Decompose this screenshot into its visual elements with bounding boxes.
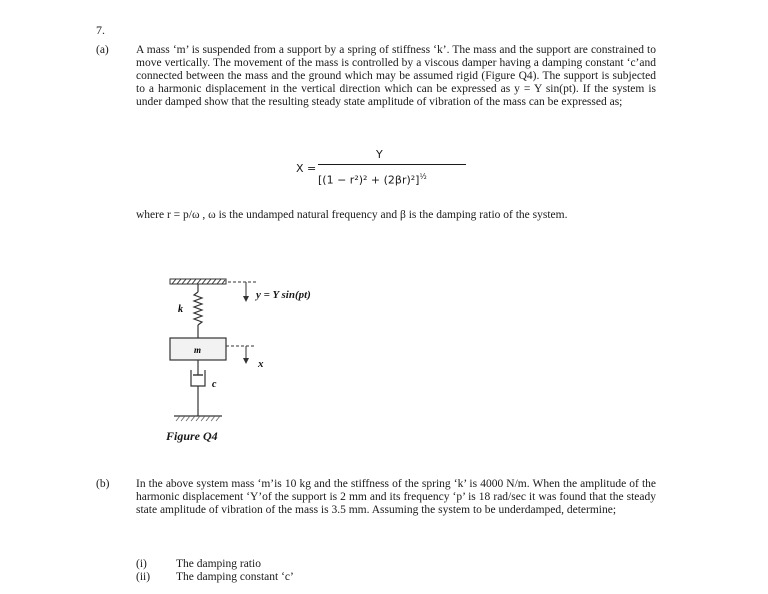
spring-label: k [178, 304, 183, 315]
mass-block [170, 338, 256, 360]
where-text: where r = p/ω , ω is the undamped natural frequency and β is the damping ratio of the system. [136, 209, 568, 221]
part-a-text: A mass ‘m’ is suspended from a support by a spring of stiffness ‘k’. The mass and the support are constrained to move vertically. The movement of the mass is controlled by a viscous damper having a damping constant ‘c’and connected between the mass and the ground which may be assumed rigid (Figure Q4). The support is subjected to a harmonic displacement in the vertical direction which can be expressed as y = Y sin(pt). If the system is under damped show that the resulting steady state amplitude of vibration of the mass can be expressed as; [136, 44, 656, 108]
list-item [136, 571, 294, 584]
list-item-number: (i) [136, 558, 147, 570]
support-displacement-label: y = Y sin(pt) [256, 289, 311, 301]
mass-displacement-arrow [243, 346, 249, 364]
spring [194, 284, 202, 338]
list-item-number: (ii) [136, 571, 151, 583]
part-a-label: (a) [96, 44, 109, 56]
figure-caption: Figure Q4 [166, 429, 218, 443]
sub-question-list [136, 558, 294, 584]
part-b-label: (b) [96, 478, 110, 490]
formula-fraction-bar [318, 164, 466, 165]
list-item [136, 558, 294, 571]
part-b-text: In the above system mass ‘m’is 10 kg and the stiffness of the spring ‘k’ is 4000 N/m. When the amplitude of the harmonic displacement ‘Y’of the support is 2 mm and its frequency ‘p’ is 18 rad/sec it was found that the steady state amplitude of vibration of the mass is 3.5 mm. Assuming the system to be underdamped, determine; [136, 478, 656, 516]
list-item-text: The damping ratio [176, 558, 261, 570]
list-item-text: The damping constant ‘c’ [176, 571, 294, 583]
top-support [170, 279, 256, 284]
formula-denominator: [(1 − r²)² + (2βr)²] [318, 173, 420, 187]
question-number: 7. [96, 23, 105, 37]
mass-displacement-label: x [258, 358, 264, 370]
damper [191, 360, 205, 416]
formula-numerator: Y [376, 148, 383, 161]
ground [174, 416, 222, 421]
damper-label: c [212, 379, 217, 390]
amplitude-formula [296, 148, 476, 190]
support-displacement-arrow [243, 282, 249, 302]
formula-denominator-wrap [318, 170, 427, 187]
formula-exponent: ¹⁄₂ [419, 172, 427, 181]
mass-label: m [194, 345, 202, 355]
formula-lhs: X = [296, 162, 317, 175]
